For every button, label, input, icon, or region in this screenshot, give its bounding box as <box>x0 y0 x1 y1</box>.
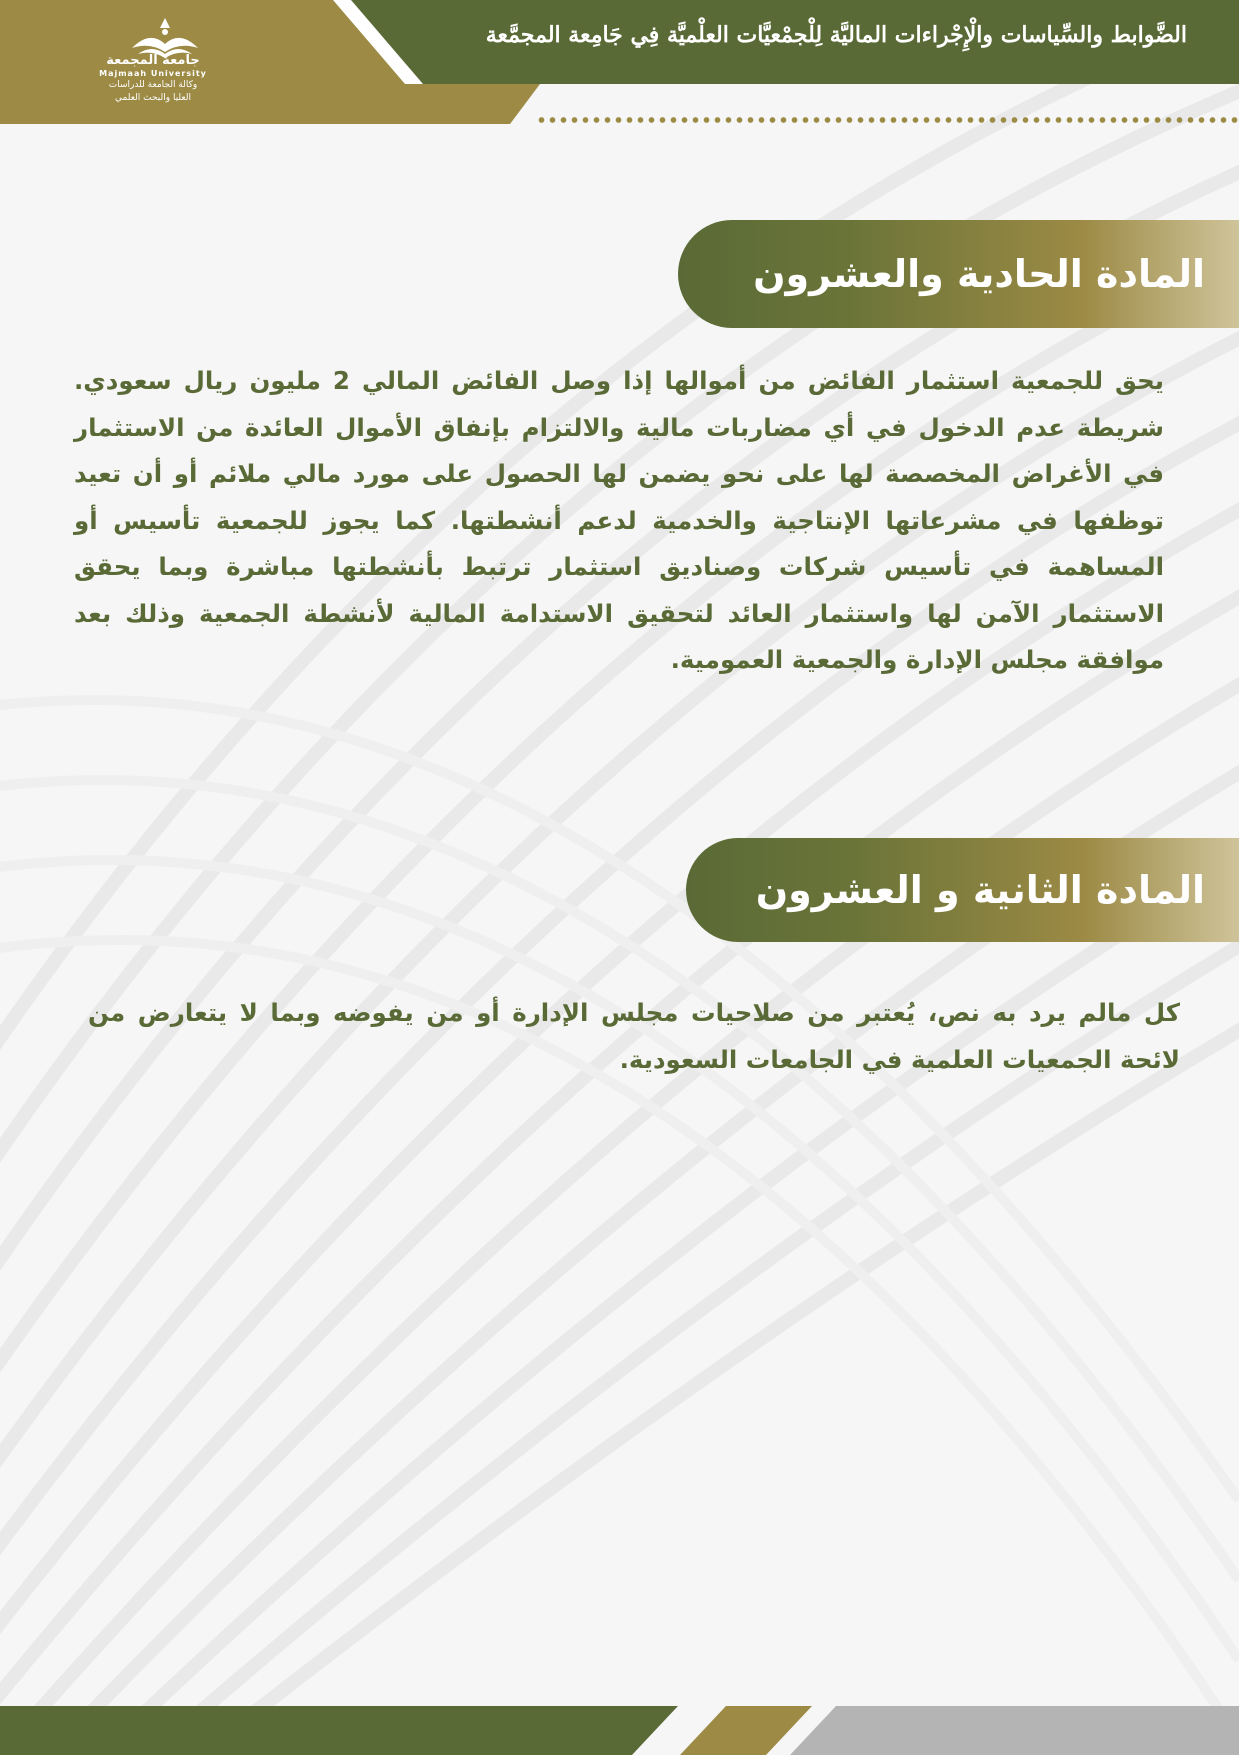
document-title: الضَّوابط والسِّياسات والْإِجْراءات الماليَّة لِلْجمْعيَّات العلْميَّة فِي جَامِعة المجمَّعة <box>485 22 1187 48</box>
section-heading-pill <box>678 220 1239 328</box>
section-body: يحق للجمعية استثمار الفائض من أموالها إذا وصل الفائض المالي 2 مليون ريال سعودي. شريطة عدم الدخول في أي مضاربات مالية والالتزام بإنفاق الأموال العائدة من الاستثمار في الأغراض المخصصة لها على نحو يضمن لها الحصول على مورد مالي ملائم أو أن تعيد توظفها في مشرعاتها الإنتاجية والخدمية لدعم أنشطتها. كما يجوز للجمعية تأسيس أو المساهمة في تأسيس شركات وصناديق استثمار ترتبط بأنشطتها مباشرة وبما يحقق الاستثمار الآمن لها واستثمار العائد لتحقيق الاستدامة المالية لأنشطة الجمعية وذلك بعد موافقة مجلس الإدارة والجمعية العمومية. <box>74 366 1164 674</box>
logo-name-ar: جامعة المجمعة <box>106 53 200 68</box>
footer-green-band <box>0 1706 678 1755</box>
logo-name-en: Majmaah University <box>99 69 207 78</box>
logo-line-1: وكالة الجامعة للدراسات <box>108 80 198 90</box>
section-body: كل مالم يرد به نص، يُعتبر من صلاحيات مجلس الإدارة أو من يفوضه وبما لا يتعارض من لائحة الجمعيات العلمية في الجامعات السعودية. <box>88 998 1180 1074</box>
logo-line-2: العليا والبحث العلمي <box>115 93 191 103</box>
section-heading: المادة الحادية والعشرون <box>753 252 1205 296</box>
header-gold-strip <box>0 84 540 124</box>
footer-grey-band <box>790 1706 1239 1755</box>
section-heading-pill <box>686 838 1239 942</box>
section-heading: المادة الثانية و العشرون <box>755 868 1205 912</box>
dotted-divider <box>536 116 1239 124</box>
